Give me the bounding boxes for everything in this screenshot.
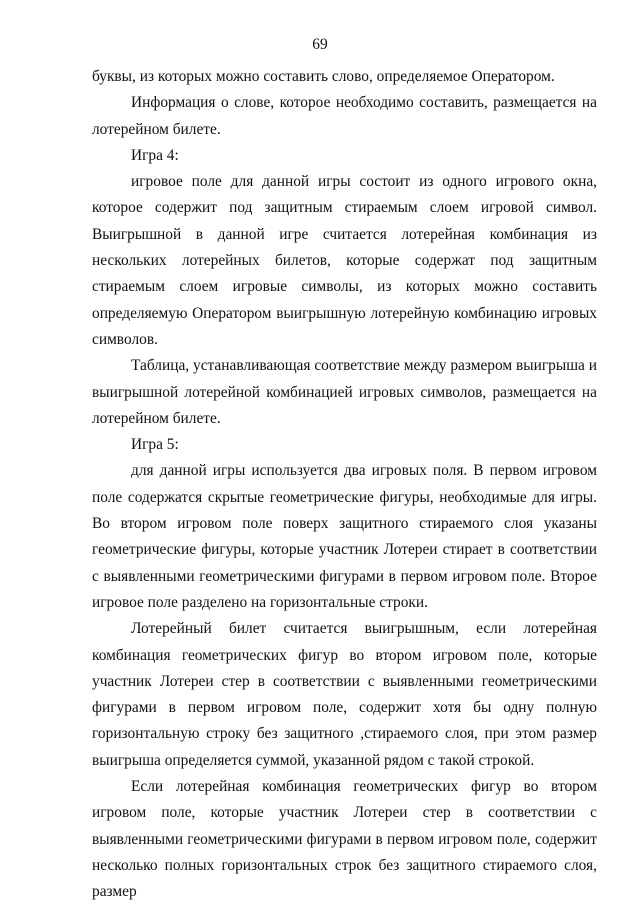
game-4-heading: Игра 4: bbox=[131, 146, 179, 164]
game-5-description: для данной игры используется два игровых поля. В первом игровом поле содержатся скрытые геометрические фигуры, необходимые для игры. Во втором игровом поле поверх защитного стираемого слоя указаны геометрические фигуры, которые участник Лотереи стирает в соответствии с выявленными геометрическими фигурами в первом игровом поле. Второе игровое поле разделено на горизонтальные строки. bbox=[92, 462, 597, 611]
paragraph-continuation: буквы, из которых можно составить слово, определяемое Оператором. bbox=[92, 68, 555, 85]
game-5-winning-rule: Лотерейный билет считается выигрышным, если лотерейная комбинация геометрических фигур во втором игровом поле, которые участник Лотереи стер в соответствии с выявленными геометрическими фигурами в первом игровом поле, содержит хотя бы одну полную горизонтальную строку без защитного ,стираемого слоя, при этом размер выигрыша определяется суммой, указанной рядом с такой строкой. bbox=[92, 620, 597, 769]
game-5-multiple-rows-rule: Если лотерейная комбинация геометрических фигур во втором игровом поле, которые участник Лотереи стер в соответствии с выявленными геометрическими фигурами в первом игровом поле, содержит несколько полных горизонтальных строк без защитного стираемого слоя, размер bbox=[92, 778, 597, 901]
game-4-table-note: Таблица, устанавливающая соответствие между размером выигрыша и выигрышной лотерейной комбинацией игровых символов, размещается на лотерейном билете. bbox=[92, 357, 597, 427]
document-body bbox=[92, 64, 597, 906]
page-number: 69 bbox=[312, 36, 328, 53]
paragraph-info: Информация о слове, которое необходимо составить, размещается на лотерейном билете. bbox=[92, 94, 597, 138]
game-5-heading: Игра 5: bbox=[131, 436, 179, 454]
game-4-description: игровое поле для данной игры состоит из одного игрового окна, которое содержит под защитным стираемым слоем игровой символ. Выигрышной в данной игре считается лотерейная комбинация из нескольких лотерейных билетов, которые содержат под защитным стираемым слоем игровые символы, из которых можно составить определяемую Оператором выигрышную лотерейную комбинацию игровых символов. bbox=[92, 173, 597, 348]
